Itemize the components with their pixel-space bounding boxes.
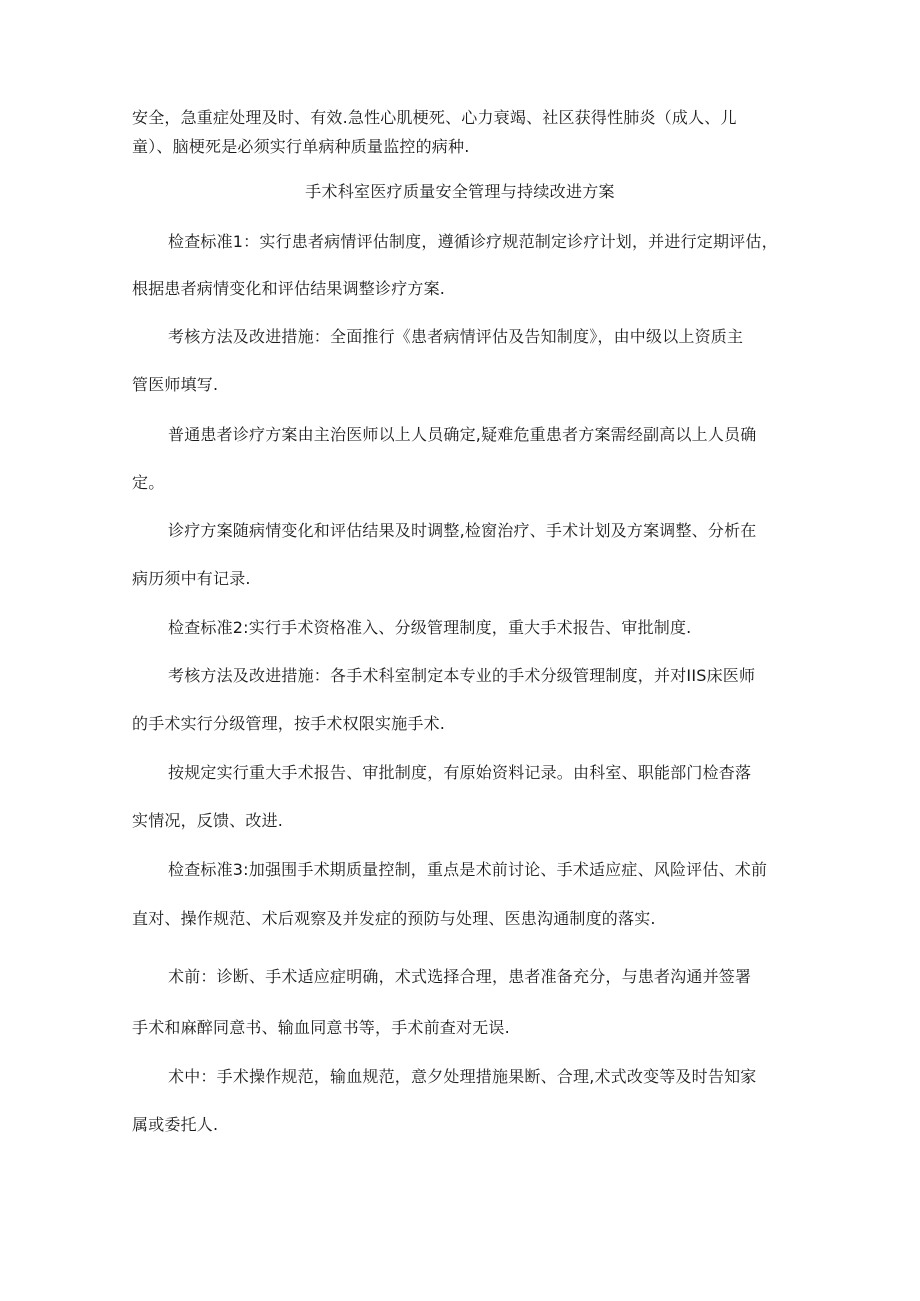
paragraph-3-line-1: 普通患者诊疗方案由主治医师以上人员确定,疑难危重患者方案需经副高以上人员确 (168, 425, 757, 444)
paragraph-8-line-2: 直对、操作规范、术后观察及并发症的预防与处理、医患沟通制度的落实. (132, 909, 656, 928)
paragraph-7-line-1: 按规定实行重大手术报告、审批制度，有原始资料记录。由科室、职能部门检杳落 (168, 763, 752, 782)
paragraph-1-line-2: 根据患者病情变化和评估结果调整诊疗方案. (132, 279, 446, 298)
intro-line-2: 童）、脑梗死是必须实行单病种质量监控的病种. (132, 137, 470, 156)
paragraph-2-line-1: 考核方法及改进措施：全面推行《患者病情评估及告知制度》，由中级以上资质主 (168, 327, 744, 346)
paragraph-2-line-2: 管医师填写. (132, 375, 219, 394)
intro-line-1: 安全，急重症处理及时、有效.急性心肌梗死、心力衰竭、社区获得性肺炎（成人、儿 (132, 108, 737, 127)
paragraph-10-line-2: 属或委托人. (132, 1115, 219, 1134)
paragraph-9-line-1: 术前：诊断、手术适应症明确，术式选择合理，患者准备充分，与患者沟通并签署 (168, 967, 752, 986)
paragraph-1-line-1: 检查标准1：实行患者病情评估制度，遵循诊疗规范制定诊疗计划，并进行定期评估， (168, 232, 778, 251)
paragraph-10-line-1: 术中：手术操作规范，输血规范，意夕处理措施果断、合理,术式改变等及时告知家 (168, 1067, 757, 1086)
paragraph-5-line-1: 检查标准2:实行手术资格准入、分级管理制度，重大手术报告、审批制度. (168, 618, 692, 637)
document-title: 手术科室医疗质量安全管理与持续改进方案 (305, 182, 615, 201)
paragraph-4-line-1: 诊疗方案随病情变化和评估结果及时调整,检窗治疗、手术计划及方案调整、分析在 (168, 521, 757, 540)
paragraph-6-line-2: 的手术实行分级管理，按手术权限实施手术. (132, 714, 446, 733)
paragraph-7-line-2: 实情况，反馈、改进. (132, 811, 284, 830)
paragraph-4-line-2: 病历须中有记录. (132, 569, 251, 588)
paragraph-8-line-1: 检查标准3:加强围手术期质量控制，重点是术前讨论、手术适应症、风险评估、术前 (168, 860, 768, 879)
paragraph-6-line-1: 考核方法及改进措施：各手术科室制定本专业的手术分级管理制度，并对IIS床医师 (168, 666, 756, 685)
paragraph-3-line-2: 定。 (132, 473, 165, 492)
paragraph-9-line-2: 手术和麻醉同意书、输血同意书等，手术前查对无误. (132, 1018, 510, 1037)
